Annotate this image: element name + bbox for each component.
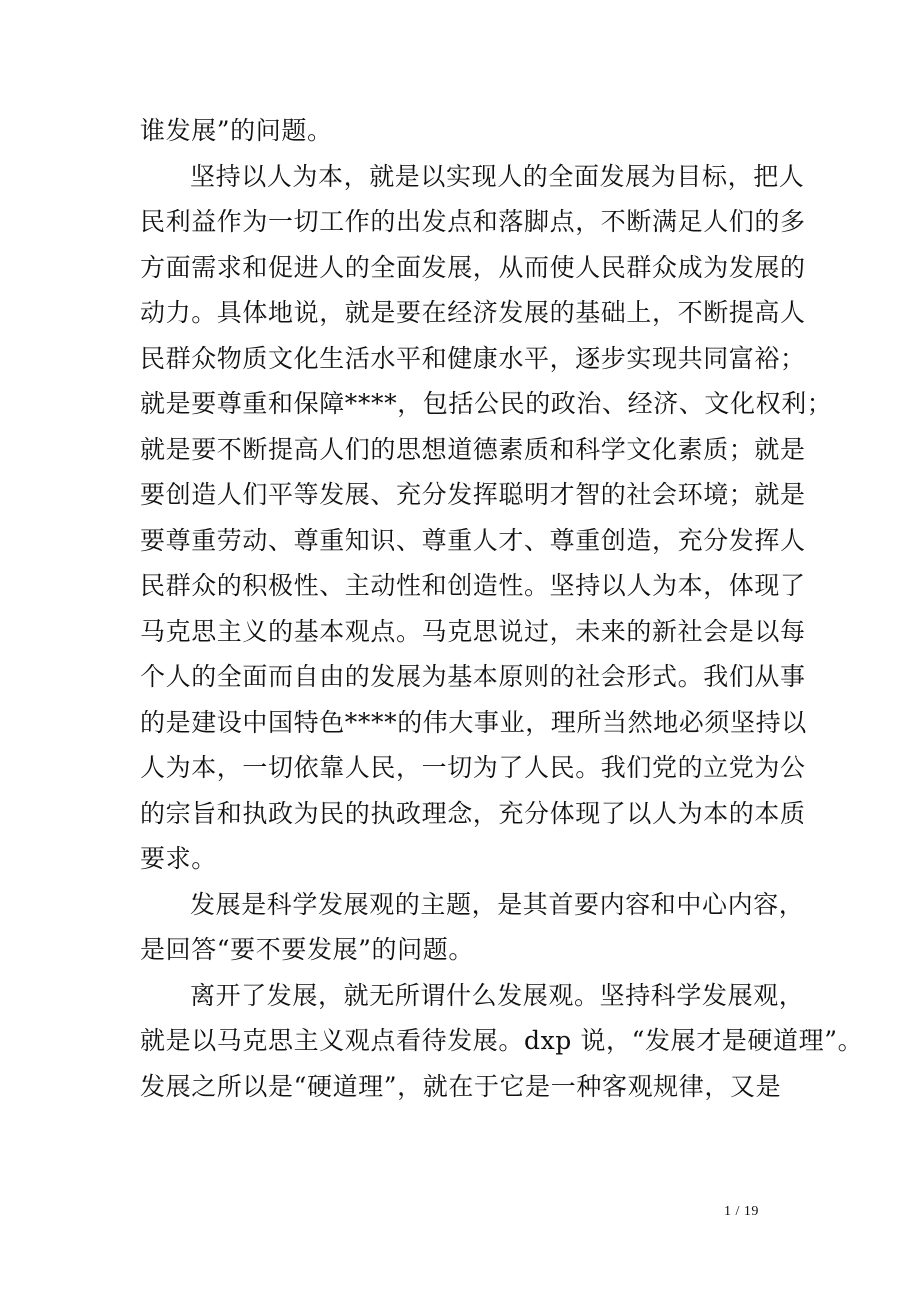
text-line: 是回答“要不要发展”的问题。 (140, 935, 474, 964)
text-line: 就是要不断提高人们的思想道德素质和科学文化素质；就是 (140, 434, 806, 464)
paragraph-continuation (140, 108, 790, 154)
text-line: 方面需求和促进人的全面发展，从而使人民群众成为发展的 (140, 252, 806, 282)
text-line: 民利益作为一切工作的出发点和落脚点，不断满足人们的多 (140, 207, 806, 236)
text-line: 的宗旨和执政为民的执政理念，充分体现了以人为本的本质 (140, 798, 806, 828)
text-line: 要尊重劳动、尊重知识、尊重人才、尊重创造，充分发挥人 (140, 525, 806, 555)
paragraph-development-view (140, 973, 864, 1110)
text-line: 民群众物质文化生活水平和健康水平，逐步实现共同富裕； (140, 343, 806, 373)
text-line: 就是要尊重和保障****，包括公民的政治、经济、文化权利； (140, 389, 833, 418)
text-line: 马克思主义的基本观点。马克思说过，未来的新社会是以每 (140, 616, 806, 646)
text-line: 坚持以人为本，就是以实现人的全面发展为目标，把人 (190, 161, 805, 191)
text-line: 发展是科学发展观的主题，是其首要内容和中心内容， (190, 889, 805, 919)
paragraph-development-theme (140, 882, 805, 973)
text-line: 民群众的积极性、主动性和创造性。坚持以人为本，体现了 (140, 571, 806, 600)
text-line: 人为本，一切依靠人民，一切为了人民。我们党的立党为公 (140, 753, 806, 782)
paragraph-people-oriented (140, 154, 833, 882)
text-line: 离开了发展，就无所谓什么发展观。坚持科学发展观， (190, 980, 805, 1010)
page-number: 1 / 19 (724, 1204, 759, 1219)
document-body (140, 108, 864, 1109)
text-line: 要创造人们平等发展、充分发挥聪明才智的社会环境；就是 (140, 480, 806, 509)
text-line: 的是建设中国特色****的伟大事业，理所当然地必须坚持以 (140, 707, 807, 737)
text-line: 谁发展”的问题。 (140, 116, 333, 145)
text-line: 动力。具体地说，就是要在经济发展的基础上，不断提高人 (140, 298, 806, 327)
text-line: 个人的全面而自由的发展为基本原则的社会形式。我们从事 (140, 662, 806, 691)
text-line: 发展之所以是“硬道理”，就在于它是一种客观规律，又是 (140, 1071, 782, 1101)
text-line: 要求。 (140, 844, 217, 873)
text-line: 就是以马克思主义观点看待发展。dxp 说，“发展才是硬道理”。 (140, 1026, 864, 1055)
